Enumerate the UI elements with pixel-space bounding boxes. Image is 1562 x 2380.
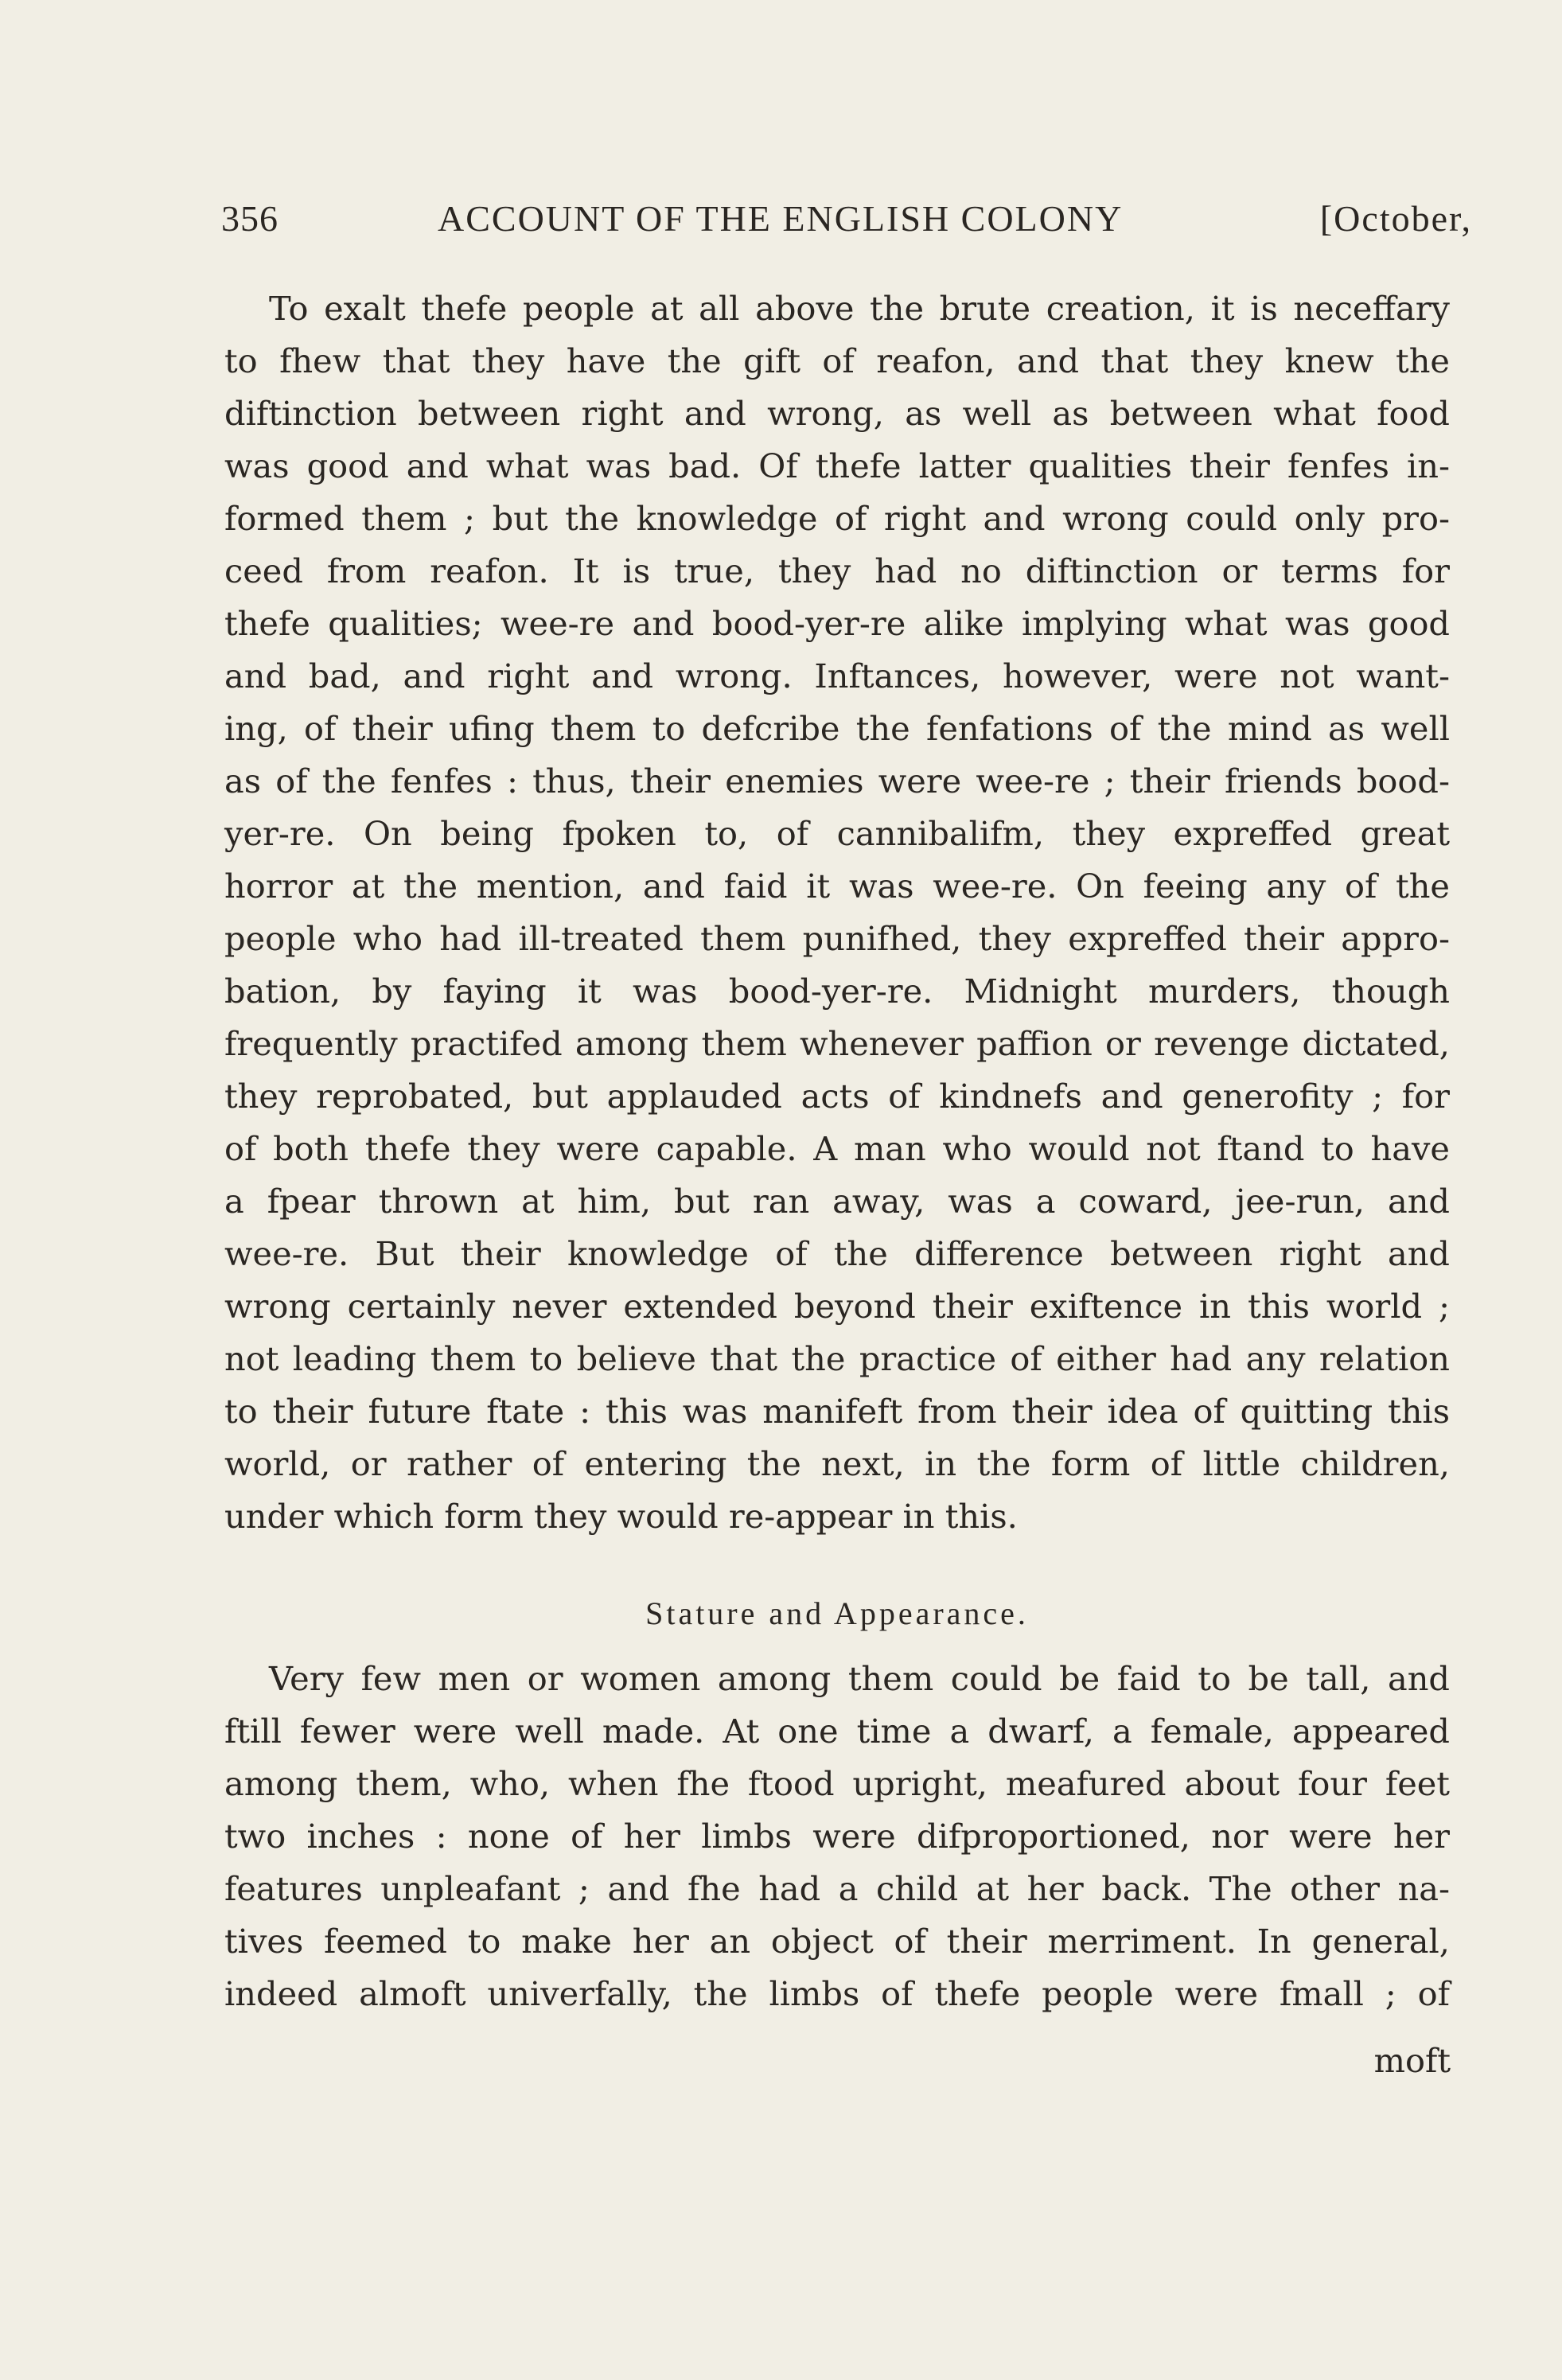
text-line: formed them ; but the knowledge of right and wrong could only pro-	[224, 499, 1450, 538]
text-line: ftill fewer were well made. At one time a dwarf, a female, appeared	[224, 1712, 1450, 1751]
text-line: as of the fenfes : thus, their enemies were wee-re ; their friends bood-	[224, 762, 1450, 800]
text-line: horror at the mention, and faid it was wee-re. On feeing any of the	[224, 867, 1450, 906]
text-line: tives feemed to make her an object of their merriment. In general,	[224, 1922, 1450, 1961]
section-heading: Stature and Appearance.	[645, 1595, 1029, 1631]
text-line: To exalt thefe people at all above the brute creation, it is neceffary	[269, 289, 1450, 328]
text-line: they reprobated, but applauded acts of kindnefs and generofity ; for	[224, 1077, 1450, 1116]
text-line: thefe qualities; wee-re and bood-yer-re alike implying what was good	[224, 604, 1450, 643]
text-line: yer-re. On being fpoken to, of cannibalifm, they expreffed great	[224, 814, 1450, 853]
page-number: 356	[221, 198, 279, 239]
text-line: indeed almoft univerfally, the limbs of thefe people were fmall ; of	[224, 1974, 1450, 2013]
text-line: Very few men or women among them could be faid to be tall, and	[269, 1659, 1450, 1698]
text-line: people who had ill-treated them punifhed, they expreffed their appro-	[224, 919, 1450, 958]
running-header	[215, 191, 1472, 247]
text-line: not leading them to believe that the practice of either had any relation	[224, 1339, 1450, 1378]
paragraph-stature	[224, 1653, 1450, 2020]
text-line: ceed from reafon. It is true, they had no diftinction or terms for	[224, 551, 1450, 590]
text-line: ing, of their ufing them to defcribe the fenfations of the mind as well	[224, 709, 1450, 748]
text-line: frequently practifed among them whenever paffion or revenge dictated,	[224, 1024, 1450, 1063]
text-line: wrong certainly never extended beyond their exiftence in this world ;	[224, 1287, 1450, 1326]
text-line: two inches : none of her limbs were difproportioned, nor were her	[224, 1817, 1450, 1856]
text-line: features unpleafant ; and fhe had a child at her back. The other na-	[224, 1869, 1450, 1908]
text-line: diftinction between right and wrong, as well as between what food	[224, 394, 1450, 433]
paragraph-moral-sense	[224, 282, 1450, 1543]
text-line: world, or rather of entering the next, in the form of little children,	[224, 1444, 1450, 1483]
text-line: of both thefe they were capable. A man who would not ftand to have	[224, 1129, 1450, 1168]
text-line: was good and what was bad. Of thefe latter qualities their fenfes in-	[224, 446, 1450, 485]
text-line: among them, who, when fhe ftood upright, meafured about four feet	[224, 1764, 1450, 1803]
catchword: moft	[1373, 2041, 1451, 2080]
text-line: under which form they would re-appear in this.	[224, 1497, 1018, 1536]
text-line: a fpear thrown at him, but ran away, was a coward, jee-run, and	[224, 1182, 1450, 1221]
running-title: ACCOUNT OF THE ENGLISH COLONY	[438, 198, 1124, 239]
text-line: and bad, and right and wrong. Inftances, however, were not want-	[224, 656, 1450, 695]
text-line: to fhew that they have the gift of reafon, and that they knew the	[224, 341, 1450, 380]
running-month: [October,	[1319, 198, 1472, 239]
text-line: bation, by faying it was bood-yer-re. Midnight murders, though	[224, 972, 1450, 1011]
text-line: to their future ftate : this was manifeft from their idea of quitting this	[224, 1392, 1450, 1431]
text-line: wee-re. But their knowledge of the difference between right and	[224, 1234, 1450, 1273]
